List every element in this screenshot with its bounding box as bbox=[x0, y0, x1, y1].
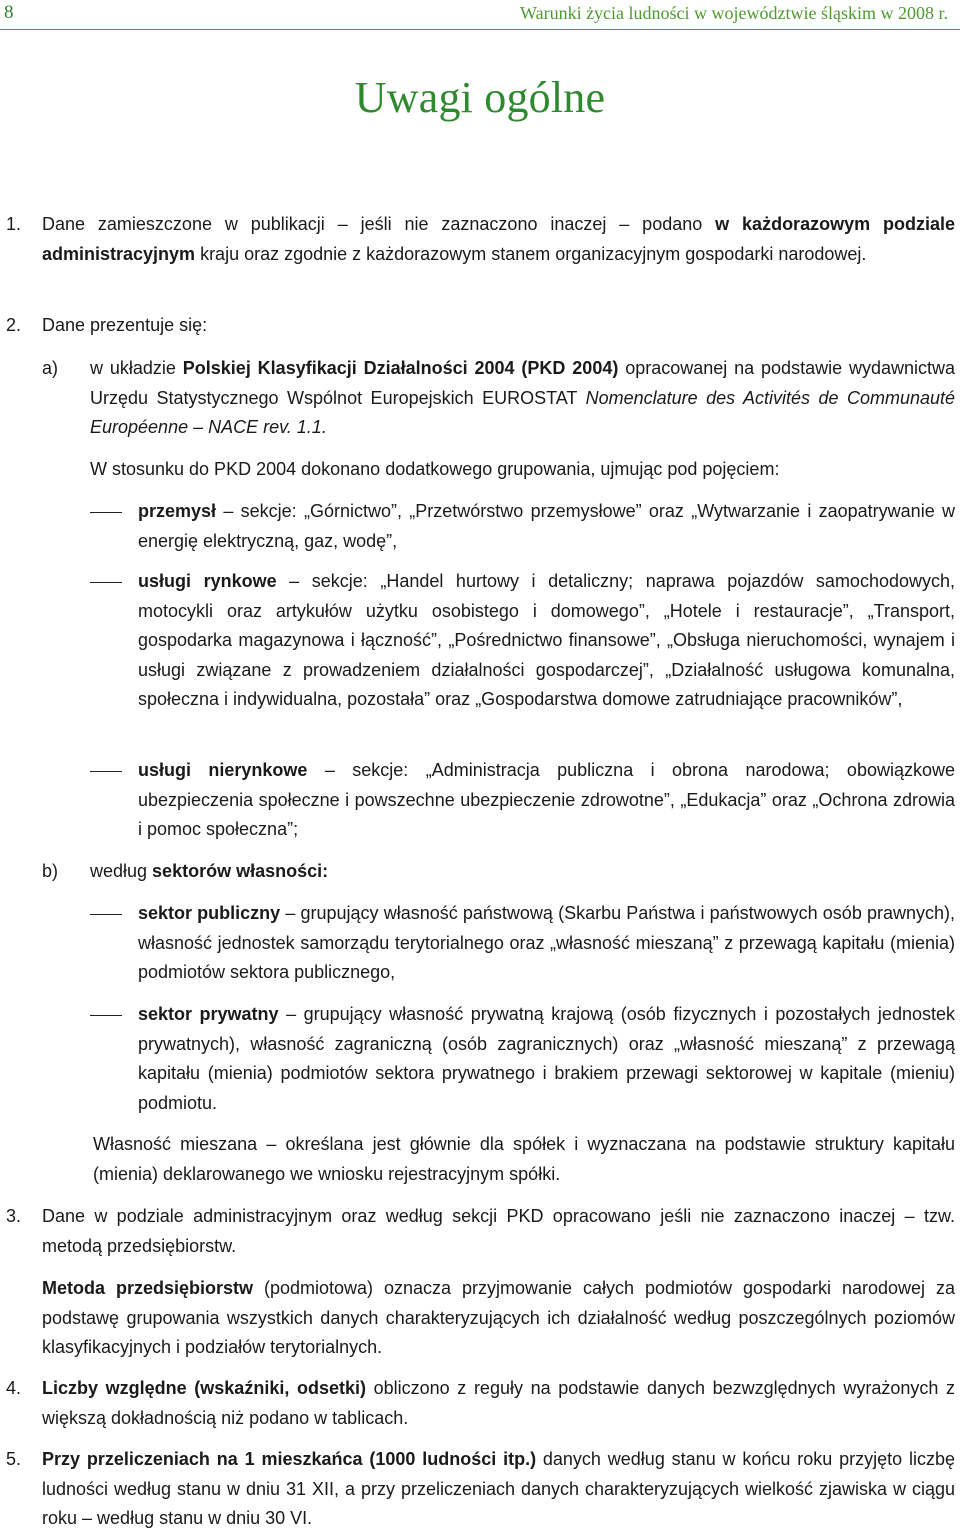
point-5-text: Przy przeliczeniach na 1 mieszkańca (1000 ludności itp.) danych według stanu w końcu roku przyjęto liczbę ludności według stanu w dniu 31 XII, a przy przeliczeniach danych charakteryzujących wielkość zjawiska w ciągu roku – według stanu w dniu 30 VI. bbox=[42, 1449, 955, 1528]
point-1-text: Dane zamieszczone w publikacji – jeśli nie zaznaczono inaczej – podano w każdorazowym podziale administracyjnym kraju oraz zgodnie z każdorazowym stanem organizacyjnym gospodarki narodowej. bbox=[42, 214, 955, 264]
dash-icon bbox=[90, 512, 122, 513]
list-item-uslugi-nierynkowe: usługi nierynkowe – sekcje: „Administracja publiczna i obrona narodowa; obowiązkowe ubezpieczenia społeczne i powszechne ubezpieczenie zdrowotne”, „Edukacja” oraz „Ochrona zdrowia i pomoc społeczna”; bbox=[138, 760, 955, 839]
point-3-text: Dane w podziale administracyjnym oraz według sekcji PKD opracowano jeśli nie zaznaczono inaczej – tzw. metodą przedsiębiorstw. bbox=[42, 1206, 955, 1256]
point-5-number: 5. bbox=[6, 1449, 22, 1469]
point-3-method: Metoda przedsiębiorstw (podmiotowa) oznacza przyjmowanie całych podmiotów gospodarki narodowej za podstawę grupowania wszystkich danych charakteryzujących ich działalność według poszczególnych poziomów klasyfikacyjnych i podziałów terytorialnych. bbox=[42, 1278, 956, 1357]
page-header bbox=[0, 0, 960, 30]
list-item-sektor-publiczny: sektor publiczny – grupujący własność państwową (Skarbu Państwa i państwowych osób prawnych), własność jednostek samorządu terytorialnego oraz „własność mieszaną” z przewagą kapitału (mienia) podmiotów sektora publicznego, bbox=[138, 903, 956, 982]
point-2a-text: w układzie Polskiej Klasyfikacji Działalności 2004 (PKD 2004) opracowanej na podstawie wydawnictwa Urzędu Statystycznego Wspólnot Europejskich EUROSTAT Nomenclature des Activités de Communauté Européenne – NACE rev. 1.1. bbox=[90, 358, 956, 437]
page-number: 8 bbox=[4, 2, 14, 23]
point-2-number: 2. bbox=[6, 315, 22, 335]
point-2a-marker: a) bbox=[42, 358, 59, 378]
running-title: Warunki życia ludności w województwie śląskim w 2008 r. bbox=[520, 3, 948, 23]
page-title: Uwagi ogólne bbox=[354, 73, 606, 122]
point-2b-text: według sektorów własności: bbox=[90, 861, 329, 881]
point-4-number: 4. bbox=[6, 1378, 22, 1398]
dash-icon bbox=[90, 771, 122, 772]
ownership-note: Własność mieszana – określana jest głównie dla spółek i wyznaczana na podstawie struktury kapitału (mienia) deklarowanego we wniosku rejestracyjnym spółki. bbox=[93, 1134, 956, 1184]
dash-icon bbox=[90, 1015, 122, 1016]
dash-icon bbox=[90, 914, 122, 915]
header-rule bbox=[0, 29, 960, 30]
point-2-text: Dane prezentuje się: bbox=[42, 315, 208, 335]
list-item-przemysl: przemysł – sekcje: „Górnictwo”, „Przetwórstwo przemysłowe” oraz „Wytwarzanie i zaopatrywanie w energię elektryczną, gaz, wodę”, bbox=[138, 501, 955, 551]
point-2a-intro: W stosunku do PKD 2004 dokonano dodatkowego grupowania, ujmując pod pojęciem: bbox=[90, 459, 780, 479]
point-2b-marker: b) bbox=[42, 861, 59, 881]
point-4-text: Liczby względne (wskaźniki, odsetki) obliczono z reguły na podstawie danych bezwzględnych wyrażonych z większą dokładnością niż podano w tablicach. bbox=[42, 1378, 956, 1428]
point-1-number: 1. bbox=[6, 214, 22, 234]
list-item-uslugi-rynkowe: usługi rynkowe – sekcje: „Handel hurtowy i detaliczny; naprawa pojazdów samochodowych, motocykli oraz artykułów użytku osobistego i domowego”, „Hotele i restauracje”, „Transport, gospodarka magazynowa i łączność”, „Pośrednictwo finansowe”, „Obsługa nieruchomości, wynajem i usługi związane z prowadzeniem działalności gospodarczej”, „Działalność usługowa komunalna, społeczna i indywidualna, pozostała” oraz „Gospodarstwa domowe zatrudniające pracowników”, bbox=[138, 571, 955, 709]
list-item-sektor-prywatny: sektor prywatny – grupujący własność prywatną krajową (osób fizycznych i pozostałych jednostek prywatnych), własność zagraniczną (osób zagranicznych) oraz „własność mieszaną” z przewagą kapitału (mienia) podmiotów sektora prywatnego i brakiem przewagi sektorowej w kapitale (mieniu) podmiotu. bbox=[138, 1004, 955, 1113]
point-3-number: 3. bbox=[6, 1206, 22, 1226]
dash-icon bbox=[90, 582, 122, 583]
